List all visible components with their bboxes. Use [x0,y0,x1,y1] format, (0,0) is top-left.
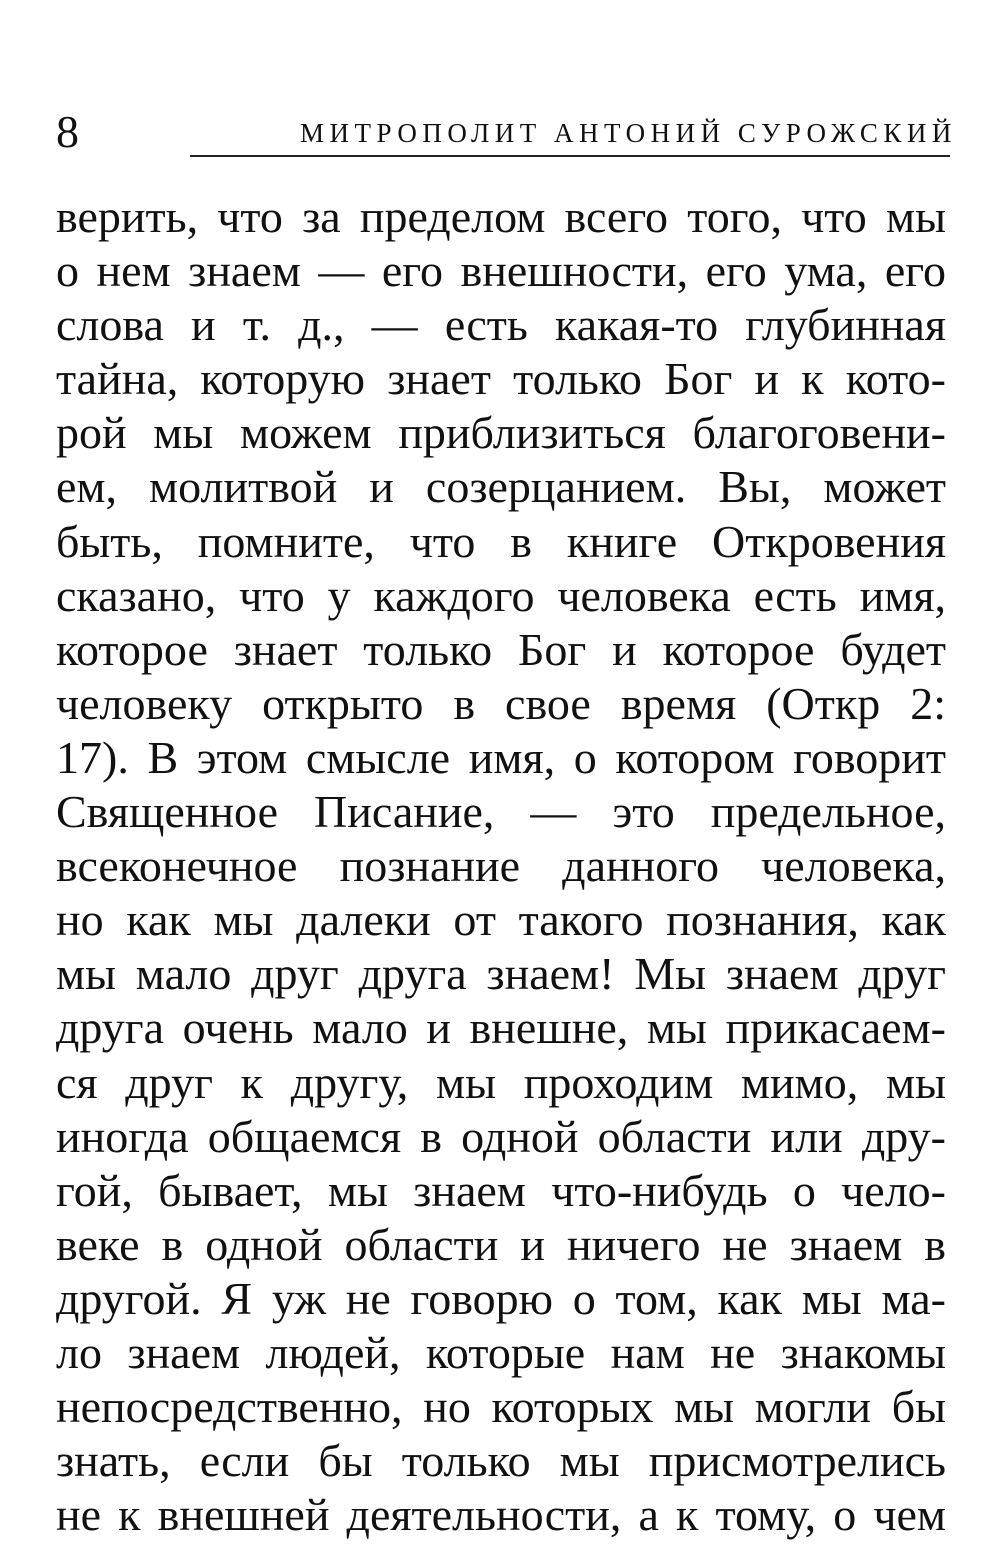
text-line: ся друг к другу, мы проходим мимо, мы [56,1056,946,1108]
text-line: о нем знаем — его внешности, его ума, его [56,245,946,297]
text-line: другой. Я уж не говорю о том, как мы ма- [56,1272,946,1324]
text-line: знать, если бы только мы присмотрелись [56,1435,946,1487]
text-line: непосредственно, но которых мы могли бы [56,1381,946,1433]
text-line: которое знает только Бог и которое будет [56,623,946,675]
text-line: ем, молитвой и созерцанием. Вы, может [56,461,946,513]
header-rule [190,155,950,157]
text-line: иногда общаемся в одной области или дру- [56,1110,946,1162]
text-line: рой мы можем приблизиться благоговени- [56,407,946,459]
text-line: верить, что за пределом всего того, что мы [56,191,946,242]
text-line: Священное Писание, — это предельное, [56,786,946,838]
text-line: слова и т. д., — есть какая-то глубинная [56,299,946,351]
page-number: 8 [56,106,79,157]
text-line: тайна, которую знает только Бог и к кото- [56,353,946,405]
text-line: друга очень мало и внешне, мы прикасаем- [56,1002,946,1054]
body-text [56,190,946,1542]
text-line: ло знаем людей, которые нам не знакомы [56,1326,946,1378]
text-line: мы мало друг друга знаем! Мы знаем друг [56,948,946,1000]
text-line: веке в одной области и ничего не знаем в [56,1218,946,1270]
text-line: человеку открыто в свое время (Откр 2: [56,677,946,729]
text-line: сказано, что у каждого человека есть имя, [56,569,946,621]
text-line: не к внешней деятельности, а к тому, о чем [56,1489,946,1541]
text-line: 17). В этом смысле имя, о котором говорит [56,731,946,783]
text-line: всеконечное познание данного человека, [56,840,946,892]
text-line: быть, помните, что в книге Откровения [56,515,946,567]
text-line: но как мы далеки от такого познания, как [56,894,946,946]
text-line: гой, бывает, мы знаем что-нибудь о чело- [56,1164,946,1216]
running-title: МИТРОПОЛИТ АНТОНИЙ СУРОЖСКИЙ [300,118,957,148]
